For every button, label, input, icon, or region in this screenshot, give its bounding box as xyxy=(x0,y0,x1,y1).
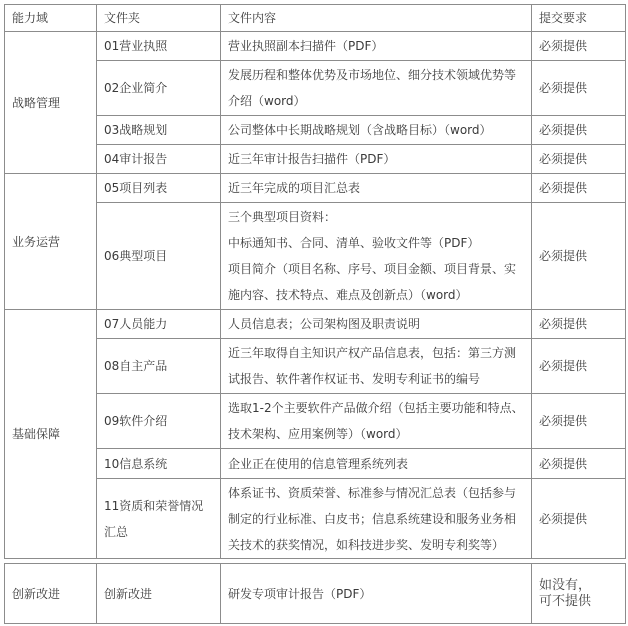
domain-cell: 战略管理 xyxy=(5,32,97,174)
requirement-cell: 必须提供 xyxy=(532,203,626,310)
requirement-cell: 必须提供 xyxy=(532,61,626,116)
requirement-line: 可不提供 xyxy=(539,593,592,609)
table-row xyxy=(5,449,626,479)
requirement-cell: 必须提供 xyxy=(532,394,626,449)
content-cell: 发展历程和整体优势及市场地位、细分技术领域优势等介绍（word） xyxy=(221,61,532,116)
content-cell: 企业正在使用的信息管理系统列表 xyxy=(221,449,532,479)
requirement-cell: 必须提供 xyxy=(532,174,626,203)
innovation-table xyxy=(4,563,626,624)
domain-cell: 基础保障 xyxy=(5,310,97,559)
content-cell: 近三年审计报告扫描件（PDF） xyxy=(221,145,532,174)
folder-cell: 10信息系统 xyxy=(97,449,221,479)
folder-cell: 04审计报告 xyxy=(97,145,221,174)
table-row xyxy=(5,564,626,624)
folder-cell: 创新改进 xyxy=(97,564,221,624)
content-cell: 近三年完成的项目汇总表 xyxy=(221,174,532,203)
requirement-line: 如没有， xyxy=(539,577,592,593)
table-row xyxy=(5,203,626,310)
content-cell xyxy=(221,203,532,310)
folder-cell: 09软件介绍 xyxy=(97,394,221,449)
content-cell: 营业执照副本扫描件（PDF） xyxy=(221,32,532,61)
header-row xyxy=(5,5,626,32)
table-row xyxy=(5,145,626,174)
requirement-cell: 必须提供 xyxy=(532,310,626,339)
header-content: 文件内容 xyxy=(221,5,532,32)
requirement-cell: 必须提供 xyxy=(532,145,626,174)
table-row xyxy=(5,61,626,116)
requirement-cell: 必须提供 xyxy=(532,449,626,479)
domain-cell: 创新改进 xyxy=(5,564,97,624)
folder-cell: 11资质和荣誉情况汇总 xyxy=(97,479,221,559)
requirement-cell: 必须提供 xyxy=(532,339,626,394)
submission-requirements-table xyxy=(4,4,626,559)
header-requirement: 提交要求 xyxy=(532,5,626,32)
requirement-cell: 必须提供 xyxy=(532,32,626,61)
table-row xyxy=(5,32,626,61)
content-cell: 近三年取得自主知识产权产品信息表，包括：第三方测试报告、软件著作权证书、发明专利证书的编号 xyxy=(221,339,532,394)
header-domain: 能力域 xyxy=(5,5,97,32)
folder-cell: 03战略规划 xyxy=(97,116,221,145)
folder-cell: 05项目列表 xyxy=(97,174,221,203)
folder-cell: 07人员能力 xyxy=(97,310,221,339)
requirement-cell: 必须提供 xyxy=(532,116,626,145)
content-cell: 公司整体中长期战略规划（含战略目标）（word） xyxy=(221,116,532,145)
content-cell: 体系证书、资质荣誉、标准参与情况汇总表（包括参与制定的行业标准、白皮书；信息系统建设和服务业务相关技术的获奖情况，如科技进步奖、发明专利奖等） xyxy=(221,479,532,559)
requirement-cell: 必须提供 xyxy=(532,479,626,559)
table-row xyxy=(5,339,626,394)
table-row xyxy=(5,116,626,145)
content-cell: 人员信息表；公司架构图及职责说明 xyxy=(221,310,532,339)
header-folder: 文件夹 xyxy=(97,5,221,32)
folder-cell: 06典型项目 xyxy=(97,203,221,310)
folder-cell: 02企业简介 xyxy=(97,61,221,116)
table-row xyxy=(5,310,626,339)
table-row xyxy=(5,394,626,449)
content-line: 三个典型项目资料： xyxy=(228,210,337,224)
folder-cell: 01营业执照 xyxy=(97,32,221,61)
folder-cell: 08自主产品 xyxy=(97,339,221,394)
requirement-cell xyxy=(532,564,626,624)
table-row xyxy=(5,479,626,559)
table-row xyxy=(5,174,626,203)
content-cell: 选取1-2个主要软件产品做介绍（包括主要功能和特点、技术架构、应用案例等）（word） xyxy=(221,394,532,449)
domain-cell: 业务运营 xyxy=(5,174,97,310)
content-cell: 研发专项审计报告（PDF） xyxy=(221,564,532,624)
content-line: 项目简介（项目名称、序号、项目金额、项目背景、实施内容、技术特点、难点及创新点）（word） xyxy=(228,262,517,302)
content-line: 中标通知书、合同、清单、验收文件等（PDF） xyxy=(228,236,480,250)
